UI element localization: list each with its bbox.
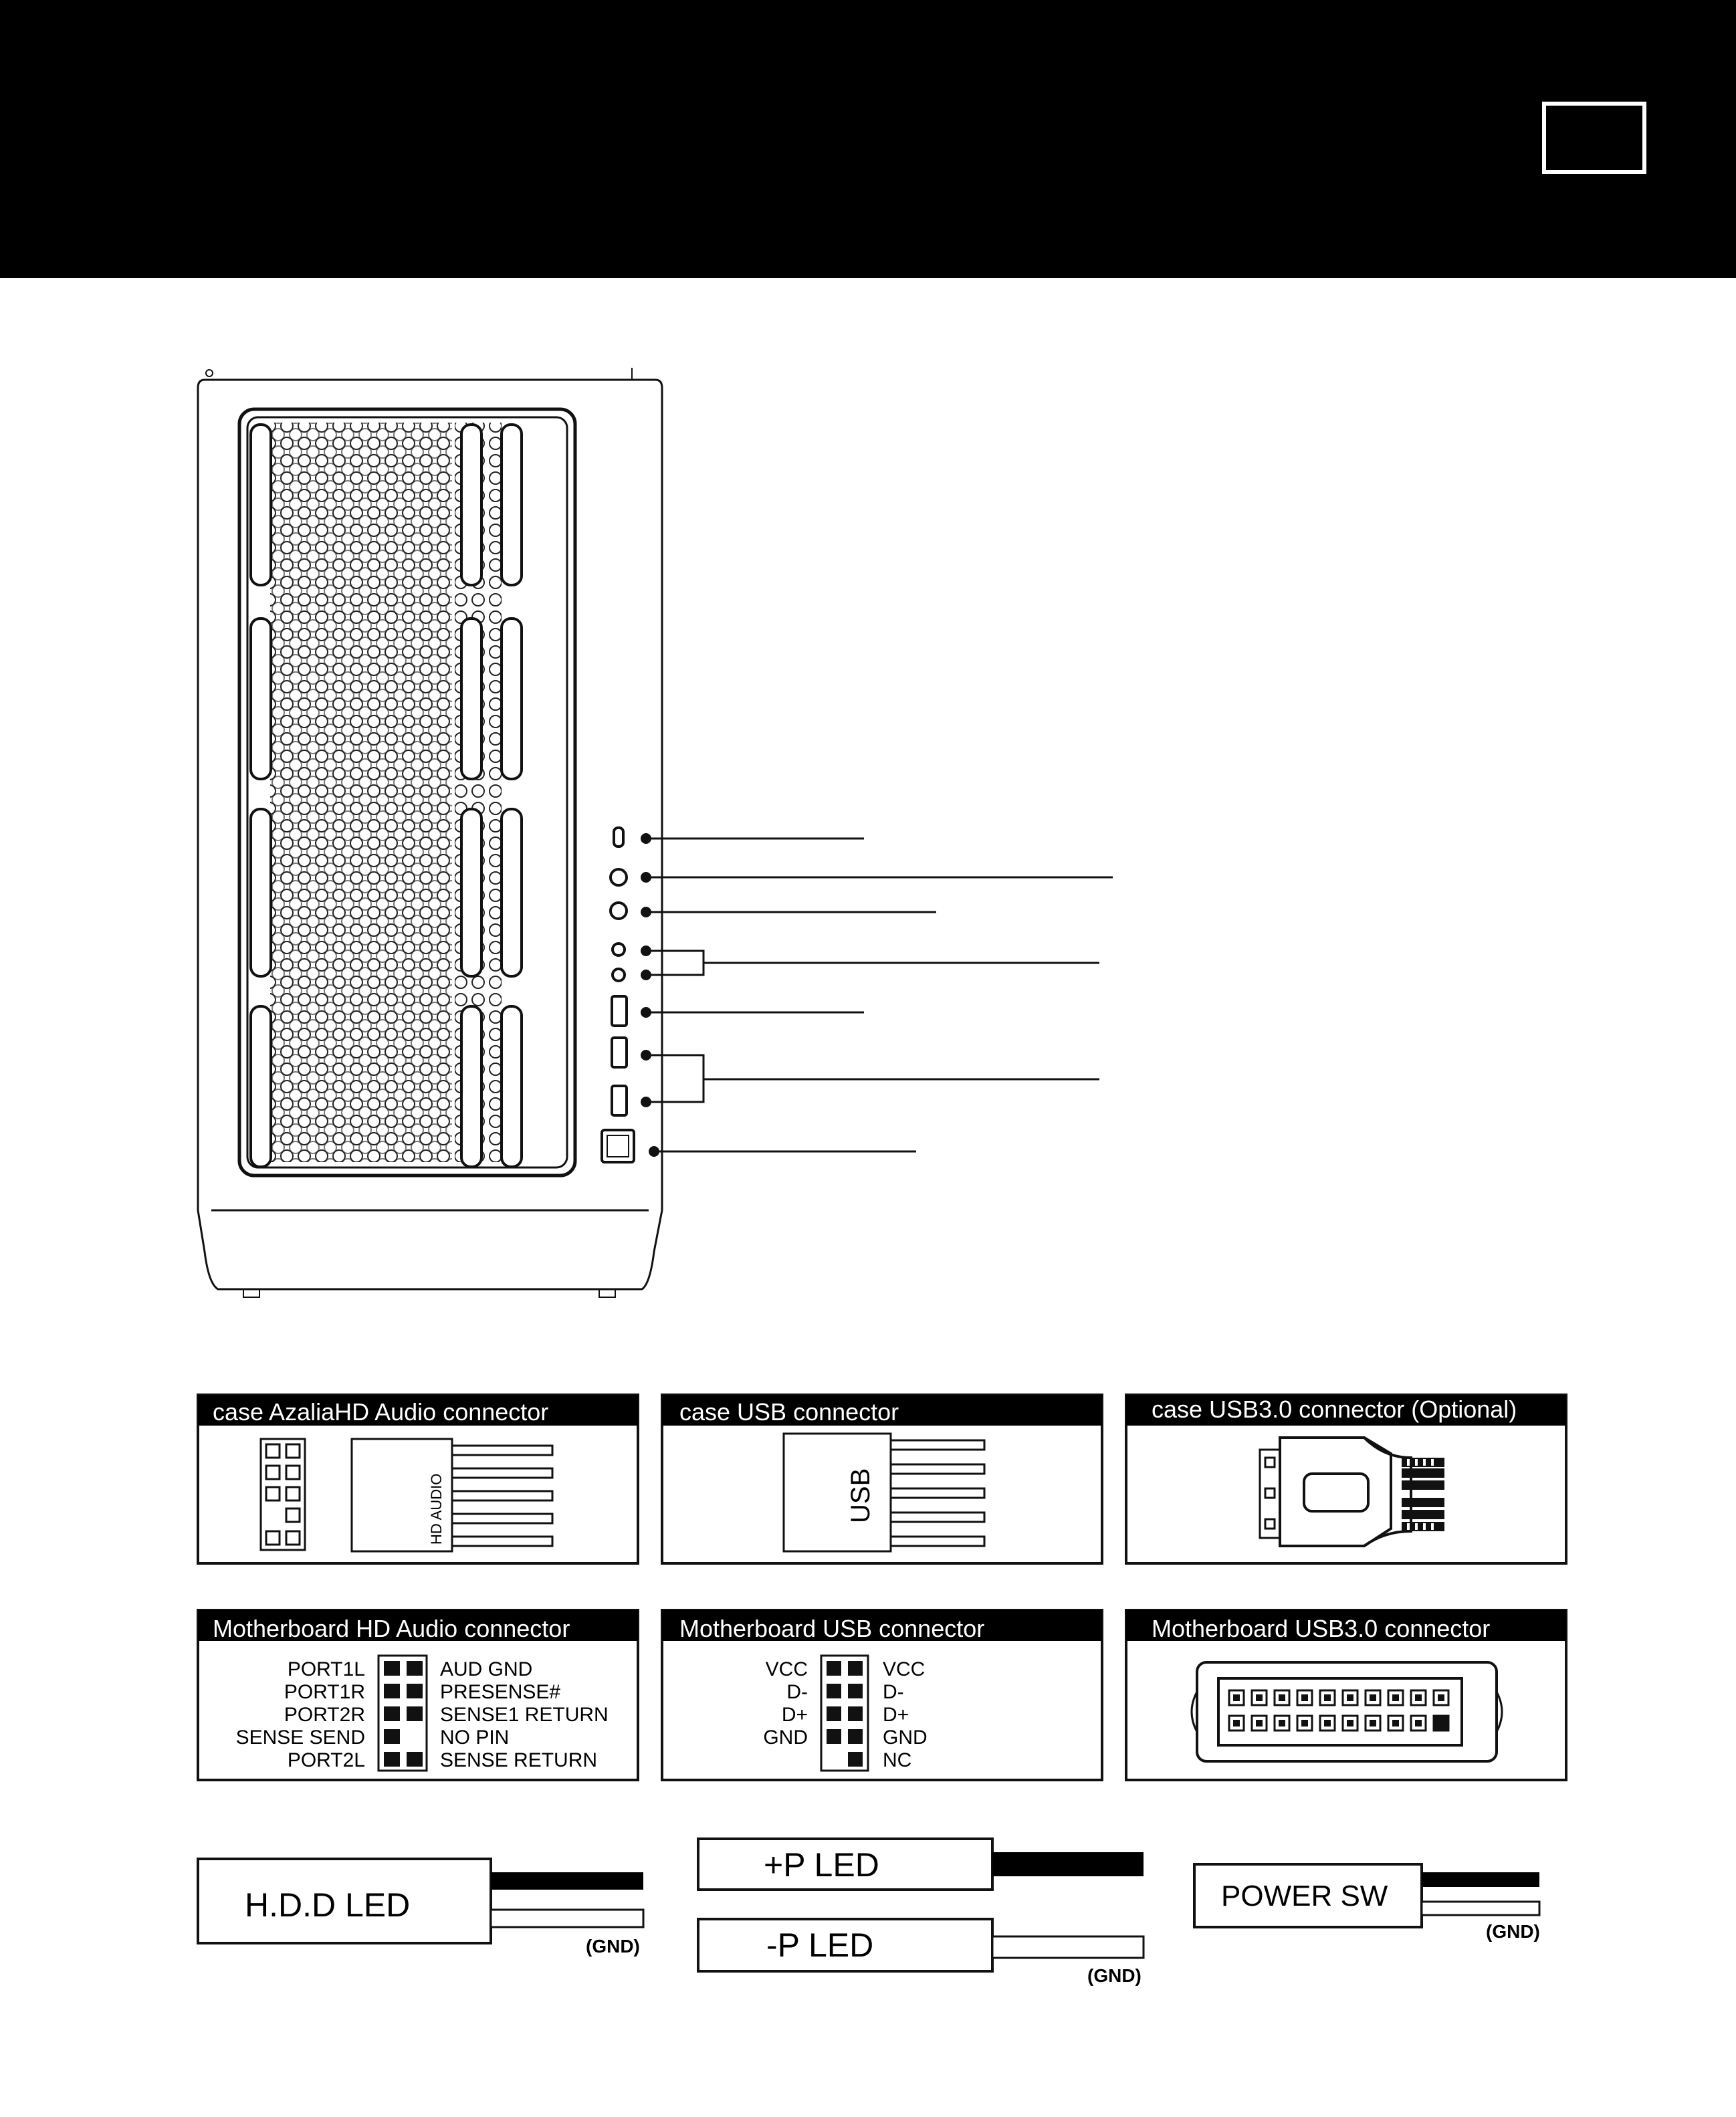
gnd-label: (GND) bbox=[1486, 1921, 1540, 1942]
usb3-header-pin-contact bbox=[1415, 1720, 1422, 1726]
usb3-header-pin-contact bbox=[1347, 1720, 1353, 1726]
pin-label: AUD GND bbox=[440, 1658, 533, 1680]
microphone-jack-icon bbox=[613, 969, 625, 981]
pin-label: PORT1L bbox=[287, 1658, 365, 1680]
pin-label: GND bbox=[883, 1726, 928, 1749]
usb3-header-pin-contact bbox=[1233, 1694, 1240, 1701]
mb-usb-panel bbox=[662, 1610, 1102, 1780]
pin-label: PORT2R bbox=[284, 1704, 365, 1726]
panel-title: case USB connector bbox=[679, 1398, 899, 1426]
usb-c-port-icon bbox=[614, 828, 623, 847]
pin-label: SENSE1 RETURN bbox=[440, 1704, 609, 1726]
usb3-header-pin-contact bbox=[1279, 1694, 1285, 1701]
lead-label: +P LED bbox=[764, 1846, 879, 1884]
pin-label: NC bbox=[883, 1749, 912, 1771]
reset-button-icon bbox=[611, 903, 627, 919]
usb3-header-pin-contact bbox=[1370, 1720, 1376, 1726]
panel-title: Motherboard HD Audio connector bbox=[213, 1615, 570, 1642]
panel-title: Motherboard USB3.0 connector bbox=[1152, 1615, 1491, 1642]
usb3-header-pin-contact bbox=[1256, 1694, 1263, 1701]
panel-title: Motherboard USB connector bbox=[679, 1615, 985, 1642]
usb3-header-pin-contact bbox=[1415, 1694, 1422, 1701]
plug-label: HD AUDIO bbox=[428, 1473, 445, 1545]
pc-case-front-view bbox=[198, 368, 1113, 1297]
gnd-label: (GND) bbox=[586, 1936, 640, 1957]
pin-label: GND bbox=[763, 1726, 808, 1749]
lead-label: -P LED bbox=[766, 1926, 874, 1964]
usb3-header-pin-contact bbox=[1301, 1720, 1308, 1726]
usb3-header-pin-contact bbox=[1324, 1720, 1331, 1726]
pin-label: SENSE RETURN bbox=[440, 1749, 598, 1771]
usb3-header-pin bbox=[1434, 1716, 1448, 1731]
power-button-icon bbox=[611, 869, 627, 885]
usb3-header-pin-contact bbox=[1301, 1694, 1308, 1701]
usb3-header-pin-contact bbox=[1256, 1720, 1263, 1726]
usb3-header-pin-contact bbox=[1347, 1694, 1353, 1701]
lead-label: H.D.D LED bbox=[245, 1886, 411, 1924]
usb-port-icon bbox=[612, 996, 627, 1026]
plug-label: USB bbox=[846, 1468, 875, 1523]
usb3-header-pin-contact bbox=[1279, 1720, 1285, 1726]
pin-label: SENSE SEND bbox=[235, 1726, 365, 1749]
case-hd-audio-panel bbox=[198, 1395, 638, 1563]
pin-label: VCC bbox=[765, 1658, 808, 1680]
usb3-header-pin-contact bbox=[1370, 1694, 1376, 1701]
gnd-label: (GND) bbox=[1087, 1965, 1142, 1986]
usb-port-icon bbox=[612, 1038, 627, 1067]
pin-label: PORT2L bbox=[287, 1749, 365, 1771]
panel-title: case AzaliaHD Audio connector bbox=[213, 1398, 549, 1426]
usb3-header-pin-contact bbox=[1392, 1694, 1399, 1701]
usb3-header-pin-contact bbox=[1438, 1694, 1444, 1701]
lead-label: POWER SW bbox=[1221, 1880, 1388, 1912]
case-usb-panel bbox=[662, 1395, 1102, 1563]
panel-title: case USB3.0 connector (Optional) bbox=[1152, 1396, 1517, 1423]
usb3-header-pin-contact bbox=[1392, 1720, 1399, 1726]
hdd-led-lead bbox=[198, 1859, 643, 1957]
pin-label: D- bbox=[786, 1681, 808, 1703]
power-sw-lead bbox=[1194, 1864, 1540, 1942]
pin-label: NO PIN bbox=[440, 1726, 510, 1749]
pin-label: D- bbox=[883, 1681, 904, 1703]
pin-label: VCC bbox=[883, 1658, 926, 1680]
pin-label: D+ bbox=[781, 1704, 808, 1726]
headphone-jack-icon bbox=[613, 943, 625, 956]
p-minus-led-lead bbox=[698, 1919, 1144, 1986]
usb-port-icon bbox=[612, 1086, 627, 1115]
mb-hd-audio-panel bbox=[198, 1610, 638, 1780]
p-plus-led-lead bbox=[698, 1839, 1144, 1890]
mb-usb3-panel bbox=[1126, 1610, 1566, 1780]
pin-label: PRESENSE# bbox=[440, 1681, 561, 1703]
usb3-header-pin-contact bbox=[1324, 1694, 1331, 1701]
pin-label: PORT1R bbox=[284, 1681, 365, 1703]
pin-label: D+ bbox=[883, 1704, 909, 1726]
usb3-header-pin-contact bbox=[1233, 1720, 1240, 1726]
case-usb3-panel bbox=[1126, 1395, 1566, 1563]
